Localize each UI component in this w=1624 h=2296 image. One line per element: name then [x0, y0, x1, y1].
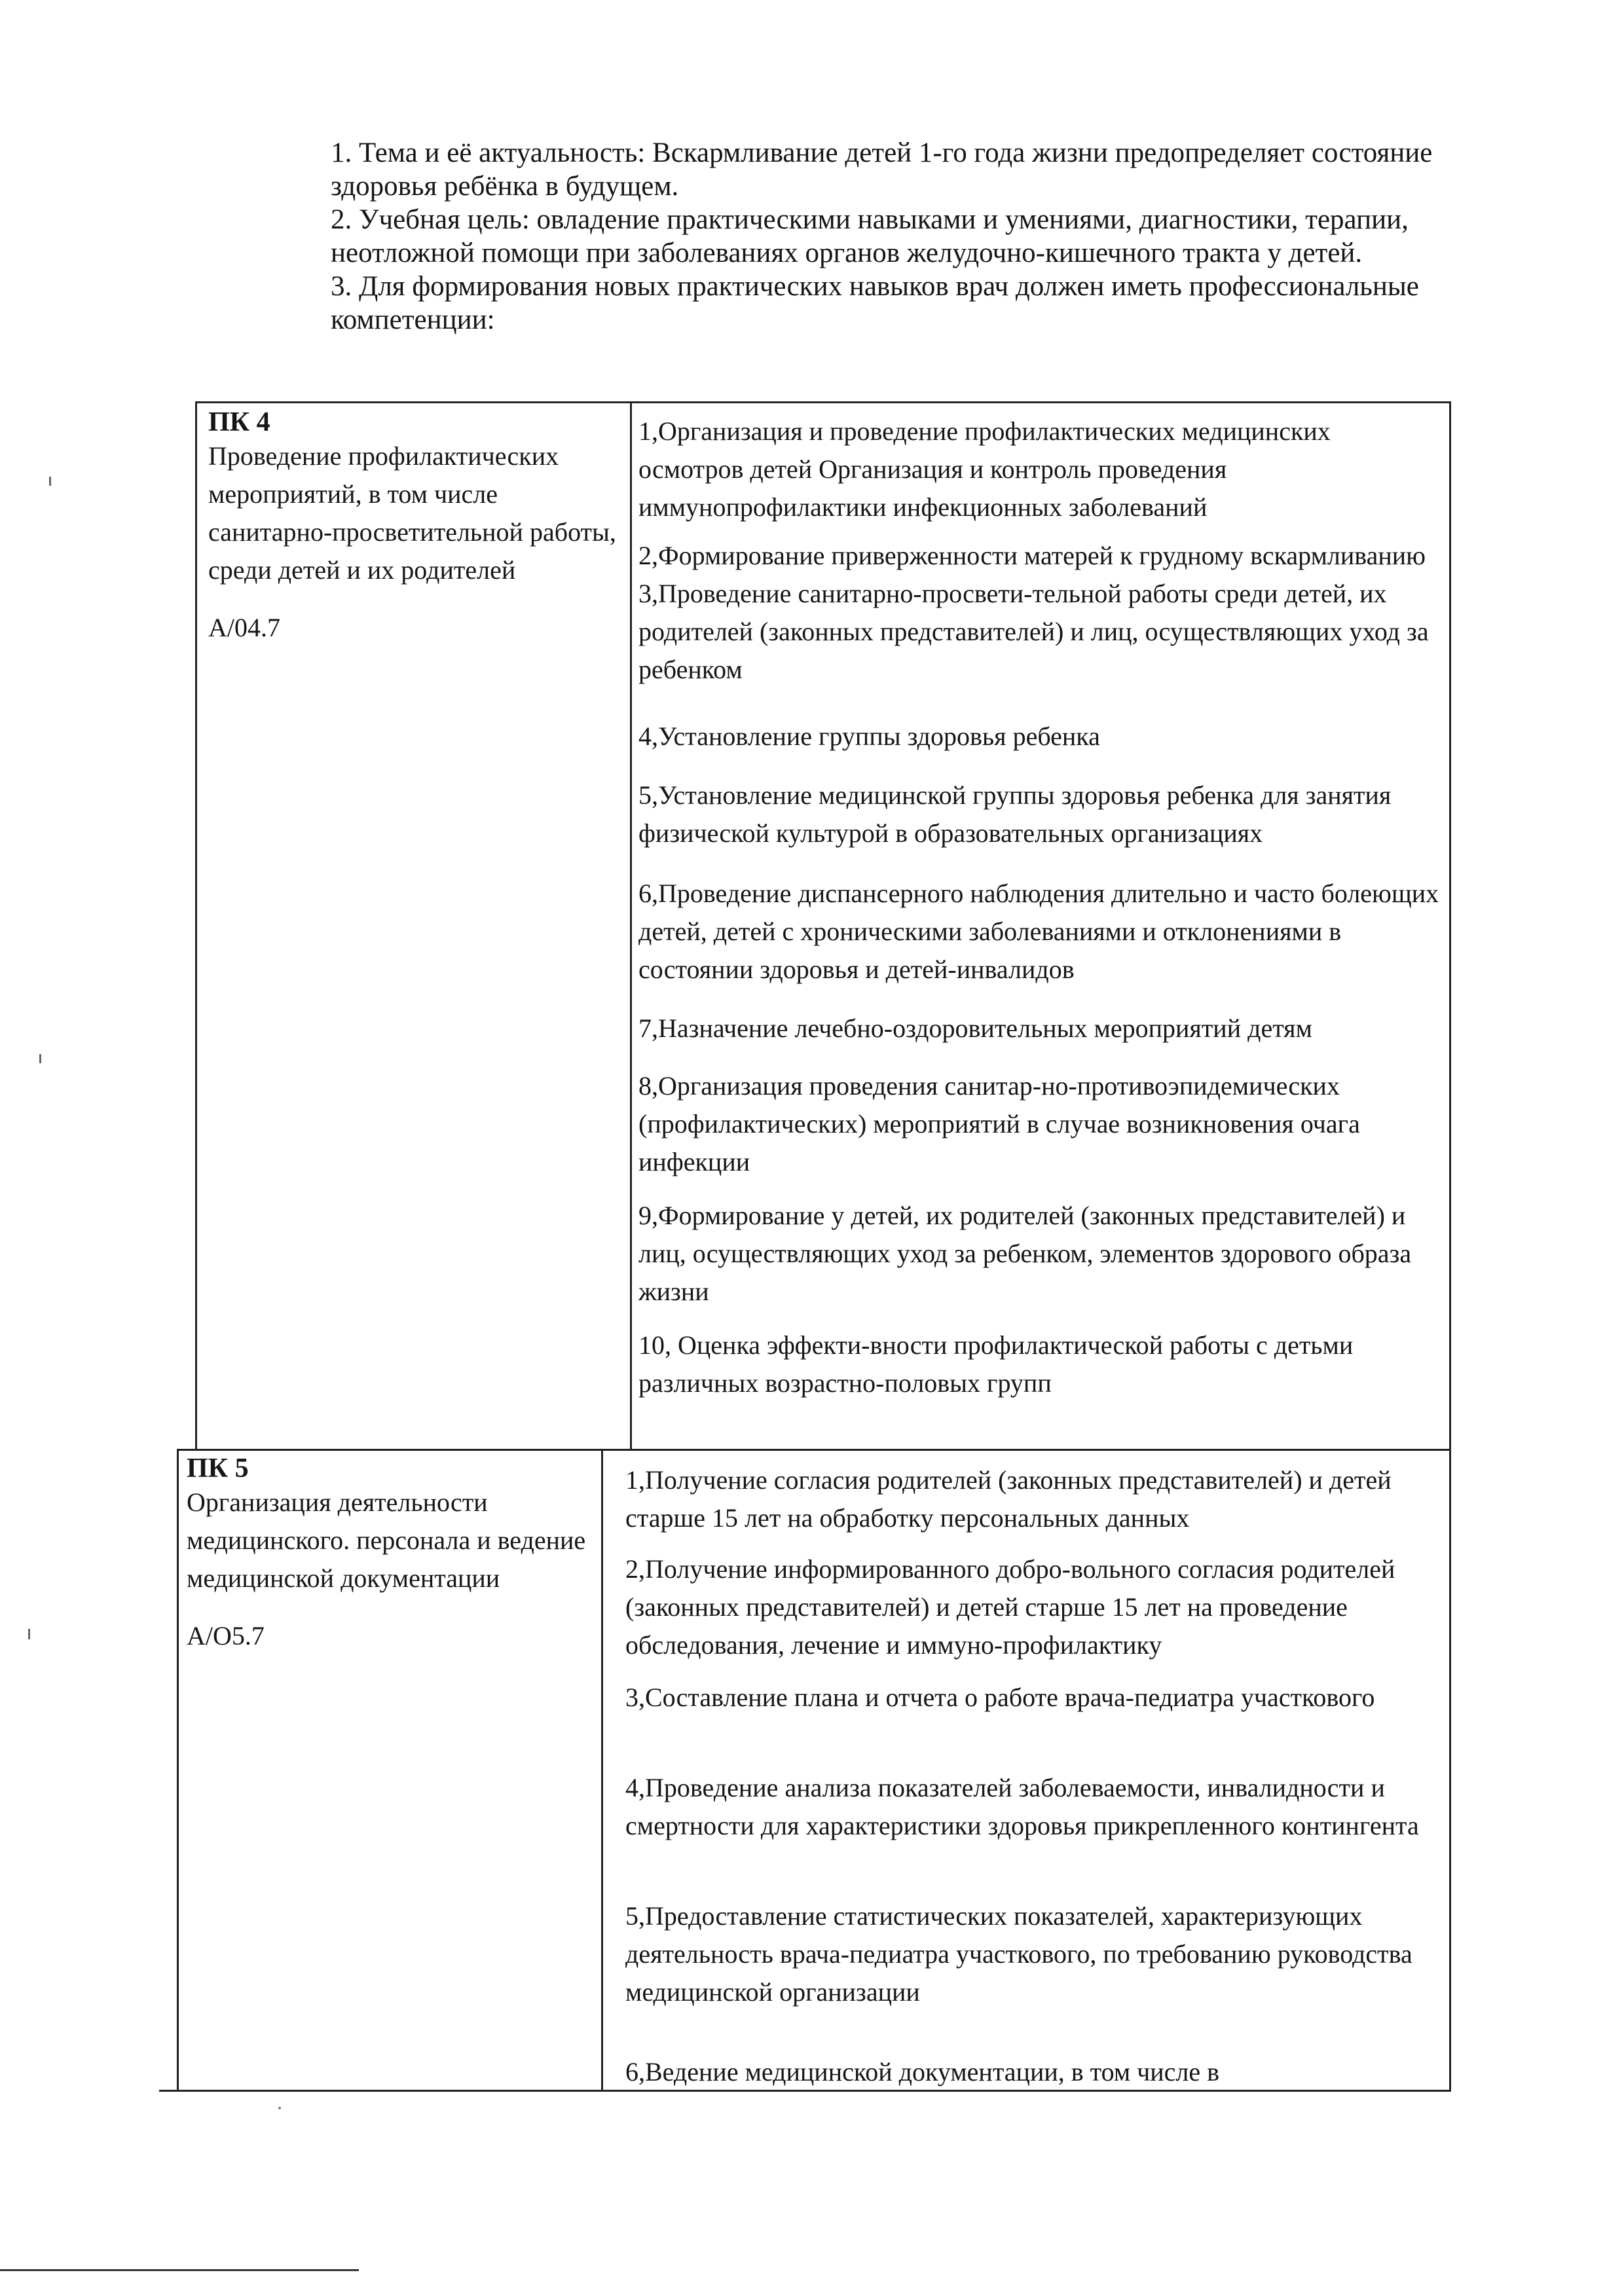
- list-item: 2,Формирование приверженности матерей к грудному вскармливанию 3,Проведение санитарно-просвети-тельной работы среди детей, их родителей (законных представителей) и лиц, осуществляющих уход за ребенком: [638, 541, 1429, 684]
- competence-ref: А/О5.7: [187, 1621, 265, 1650]
- table-left-border: [177, 1449, 179, 2090]
- competence-ref: А/04.7: [208, 613, 280, 642]
- competence-code: ПК 4: [208, 407, 270, 437]
- scan-dot: [278, 2107, 281, 2109]
- list-item: 1,Организация и проведение профилактических медицинских осмотров детей Организация и контроль проведения иммунопрофилактики инфекционных заболеваний: [638, 416, 1331, 522]
- table-top-border: [196, 401, 1450, 403]
- intro-text: [331, 136, 1490, 337]
- scan-mark: [28, 1629, 30, 1639]
- scan-mark: [49, 477, 51, 486]
- table-row-divider: [178, 1449, 1450, 1451]
- footnote-separator: [0, 2269, 359, 2271]
- competence-code: ПК 5: [187, 1453, 249, 1484]
- list-item: 1,Получение согласия родителей (законных представителей) и детей старше 15 лет на обработку персональных данных: [625, 1465, 1392, 1533]
- list-item: 9,Формирование у детей, их родителей (законных представителей) и лиц, осуществляющих уход за ребенком, элементов здорового образа жизни: [638, 1201, 1412, 1306]
- list-item: 3,Составление плана и отчета о работе врача-педиатра участкового: [625, 1683, 1375, 1712]
- list-item: 4,Проведение анализа показателей заболеваемости, инвалидности и смертности для характеристики здоровья прикрепленного контингента: [625, 1773, 1419, 1840]
- list-item: 4,Установление группы здоровья ребенка: [638, 721, 1100, 751]
- list-item: 8,Организация проведения санитар-но-противоэпидемических (профилактических) мероприятий в случае возникновения очага инфекции: [638, 1071, 1360, 1176]
- competence-title: Проведение профилактических мероприятий, в том числе санитарно-просветительной работы, среди детей и их родителей: [208, 441, 616, 585]
- competence-cell-pk4: [208, 407, 621, 647]
- list-item: 2,Получение информированного добро-вольного согласия родителей (законных представителей) и детей старше 15 лет на проведение обследования, лечение и иммуно-профилактику: [625, 1554, 1395, 1660]
- list-item: 5,Предоставление статистических показателей, характеризующих деятельность врача-педиатра участкового, по требованию руководства медицинской организации: [625, 1901, 1412, 2007]
- intro-goal: 2. Учебная цель: овладение практическими навыками и умениями, диагностики, терапии, неотложной помощи при заболеваниях органов желудочно-кишечного тракта у детей.: [331, 204, 1409, 268]
- list-item: 6,Ведение медицинской документации, в том числе в: [625, 2057, 1220, 2086]
- competence-title: Организация деятельности медицинского. персонала и ведение медицинской документации: [187, 1487, 586, 1593]
- scan-mark: [39, 1054, 41, 1063]
- list-item: 7,Назначение лечебно-оздоровительных мероприятий детям: [638, 1013, 1312, 1043]
- table-column-divider: [630, 401, 632, 1449]
- table-left-border: [195, 401, 197, 1449]
- list-item: 5,Установление медицинской группы здоровья ребенка для занятия физической культурой в образовательных организациях: [638, 780, 1392, 848]
- intro-competences: 3. Для формирования новых практических навыков врач должен иметь профессиональные компетенции:: [331, 271, 1419, 335]
- table-right-border: [1449, 401, 1451, 2092]
- competence-cell-pk5: [187, 1453, 593, 1655]
- intro-topic: 1. Тема и её актуальность: Вскармливание детей 1-го года жизни предопределяет состояние здоровья ребёнка в будущем.: [331, 137, 1433, 202]
- list-item: 10, Оценка эффекти-вности профилактической работы с детьми различных возрастно-половых групп: [638, 1330, 1354, 1398]
- table-column-divider: [601, 1449, 603, 2090]
- list-item: 6,Проведение диспансерного наблюдения длительно и часто болеющих детей, детей с хроническими заболеваниями и отклонениями в состоянии здоровья и детей-инвалидов: [638, 879, 1439, 984]
